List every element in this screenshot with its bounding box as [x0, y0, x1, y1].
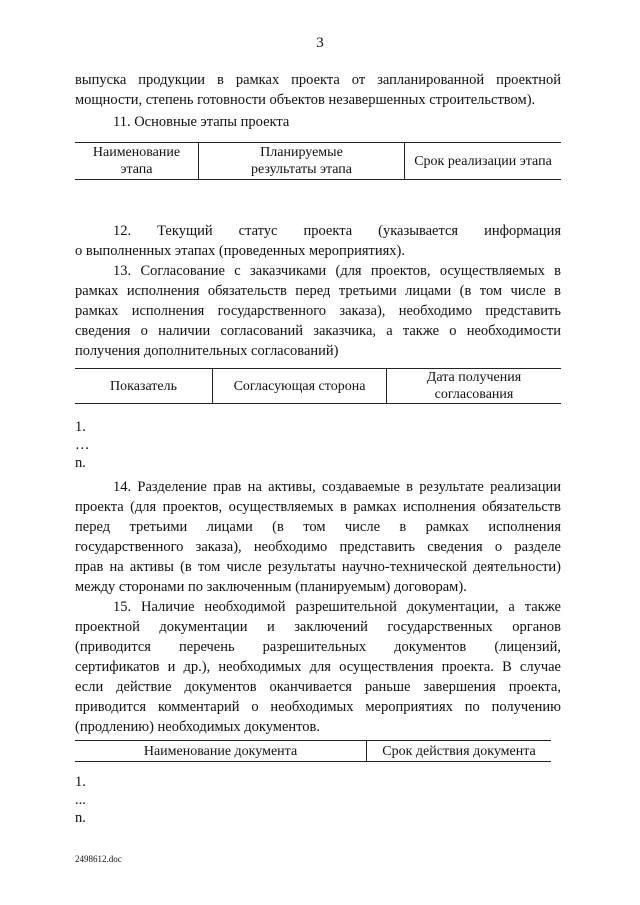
paragraph-line: между сторонами по заключенным (планируемым) договорам). — [75, 579, 467, 595]
paragraph-line: получения дополнительных согласований) — [75, 343, 339, 359]
list-item: ... — [75, 792, 86, 808]
approvals-table-header — [75, 368, 561, 404]
table-header-cell: Планируемые результаты этапа — [199, 143, 405, 179]
paragraph-line: (приводится перечень разрешительных документов (лицензий, — [75, 639, 561, 655]
section-11-title: 11. Основные этапы проекта — [113, 114, 290, 130]
paragraph-line: прав на активы (в том числе результаты научно-технической деятельности) — [75, 559, 561, 575]
approvals-list — [75, 418, 90, 472]
table-header-cell: Показатель — [75, 369, 213, 403]
paragraph-line: 13. Согласование с заказчиками (для проектов, осуществляемых в — [113, 263, 561, 279]
paragraph-line: если действие документов оканчивается раньше завершения проекта, — [75, 679, 561, 695]
paragraph-line: (продлению) необходимых документов. — [75, 719, 321, 735]
section-13-paragraph — [75, 261, 561, 361]
paragraph-line: 12. Текущий статус проекта (указывается информация — [113, 223, 561, 239]
intro-line: выпуска продукции в рамках проекта от запланированной проектной — [75, 72, 561, 88]
table-header-cell: Наименование этапа — [75, 143, 199, 179]
table-header-cell: Срок действия документа — [382, 743, 536, 759]
intro-line: мощности, степень готовности объектов незавершенных строительством). — [75, 92, 536, 108]
footer-filename: 2498612.doc — [75, 854, 122, 864]
intro-paragraph — [75, 70, 561, 110]
section-12-paragraph — [75, 221, 561, 261]
list-item: 1. — [75, 419, 86, 435]
table-header-cell: Наименование документа — [75, 741, 367, 761]
paragraph-line: сведения о наличии согласований заказчика, а также о необходимости — [75, 323, 561, 339]
section-15-paragraph — [75, 597, 561, 737]
paragraph-line: о выполненных этапах (проведенных мероприятиях). — [75, 243, 405, 259]
paragraph-line: 14. Разделение прав на активы, создаваемые в результате реализации — [113, 479, 561, 495]
paragraph-line: проектной документации и заключений государственных органов — [75, 619, 561, 635]
paragraph-line: сертификатов и др.), необходимых для осуществления проекта. В случае — [75, 659, 561, 675]
page-number: 3 — [316, 35, 324, 51]
section-14-paragraph — [75, 477, 561, 597]
documents-table-header — [75, 740, 551, 762]
stages-table-header — [75, 142, 561, 180]
paragraph-line: рамках исполнения обязательств перед третьими лицами (в том числе в — [75, 283, 561, 299]
table-header-cell: Согласующая сторона — [213, 369, 387, 403]
list-item: n. — [75, 810, 86, 826]
list-item: n. — [75, 455, 86, 471]
table-header-cell: Дата получения согласования — [426, 370, 522, 402]
table-header-cell: Срок реализации этапа — [414, 153, 552, 169]
paragraph-line: 15. Наличие необходимой разрешительной документации, а также — [113, 599, 561, 615]
list-item: 1. — [75, 774, 86, 790]
paragraph-line: проекта (для проектов, осуществляемых в рамках исполнения обязательств — [75, 499, 561, 515]
paragraph-line: рамках исполнения государственного заказа), необходимо представить — [75, 303, 561, 319]
paragraph-line: перед третьими лицами (в том числе в рамках исполнения — [75, 519, 561, 535]
paragraph-line: приводится комментарий о необходимых мероприятиях по получению — [75, 699, 561, 715]
paragraph-line: государственного заказа), необходимо представить сведения о разделе — [75, 539, 561, 555]
list-item: … — [75, 437, 90, 453]
documents-list — [75, 773, 86, 827]
